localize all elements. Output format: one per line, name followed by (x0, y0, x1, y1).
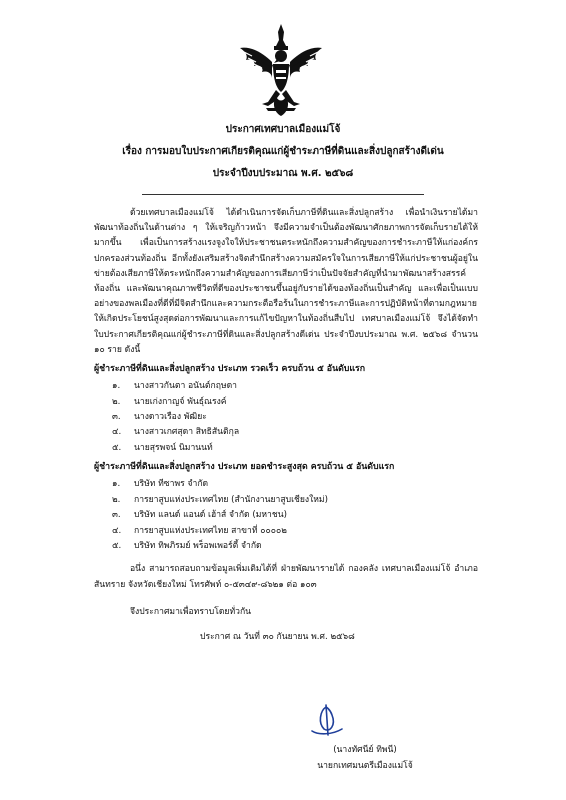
document-subject: เรื่อง การมอบใบประกาศเกียรติคุณแก่ผู้ชำระภาษีที่ดินและสิ่งปลูกสร้างดีเด่น (122, 146, 444, 157)
list-item-name: บริษัท แลนด์ แอนด์ เฮ้าส์ จำกัด (มหาชน) (134, 510, 287, 521)
list-item (112, 524, 478, 539)
intro-paragraph: ด้วยเทศบาลเมืองแม่โจ้ ได้ดำเนินการจัดเก็บภาษีที่ดินและสิ่งปลูกสร้าง เพื่อนำเงินรายได้มาพัฒนาท้องถิ่นในด้านต่าง ๆ ให้เจริญก้าวหน้า จึงมีความจำเป็นต้องพัฒนาศักยภาพการจัดเก็บรายได้ให้มากขึ้น เพื่อเป็นการสร้างแรงจูงใจให้ประชาชนตระหนักถึงความสำคัญของการชำระภาษีให้แก่องค์กรปกครองส่วนท้องถิ่น อีกทั้งยังเสริมสร้างจิตสำนึกสร้างความสมัครใจในการเสียภาษีให้แก่ประชาชนผู้อยู่ในข่ายต้องเสียภาษีให้ตระหนักถึงความสำคัญของการเสียภาษีว่าเป็นปัจจัยสำคัญที่นำมาพัฒนาสร้างสรรค์ท้องถิ่น และพัฒนาคุณภาพชีวิตที่ดีของประชาชนขึ้นอยู่กับรายได้ของท้องถิ่นเป็นสำคัญ และเพื่อเป็นแบบอย่างของพลเมืองที่ดีที่มีจิตสำนึกและความกระตือรือร้นในการชำระภาษีและการปฏิบัติหน้าที่ตามกฎหมายให้เกิดประโยชน์สูงสุดต่อการพัฒนาและการแก้ไขปัญหาในท้องถิ่นสืบไป เทศบาลเมืองแม่โจ้ จึงได้จัดทำใบประกาศเกียรติคุณแก่ผู้ชำระภาษีที่ดินและสิ่งปลูกสร้างดีเด่น ประจำปีงบประมาณ พ.ศ. ๒๕๖๘ จำนวน ๑๐ ราย ดังนี้ (94, 208, 478, 355)
section1-heading: ผู้ชำระภาษีที่ดินและสิ่งปลูกสร้าง ประเภท รวดเร็ว ครบถ้วน ๕ อันดับแรก (94, 364, 366, 375)
list-item-number: ๕. (112, 442, 122, 453)
list-item-number: ๕. (112, 540, 122, 551)
list-item (112, 508, 478, 523)
contact-paragraph: อนึ่ง สามารถสอบถามข้อมูลเพิ่มเติมได้ที่ ฝ่ายพัฒนารายได้ กองคลัง เทศบาลเมืองแม่โจ้ อำเภอสันทราย จังหวัดเชียงใหม่ โทรศัพท์ ๐-๕๓๔๙-๘๖๒๑ ต่อ ๑๐๓ (94, 564, 478, 590)
list-item-name: นายสุรพจน์ นิมานนท์ (134, 442, 213, 453)
section1-list (94, 379, 478, 456)
list-item (112, 493, 478, 508)
document-title: ประกาศเทศบาลเมืองแม่โจ้ (225, 124, 341, 135)
list-item-number: ๒. (112, 494, 121, 505)
list-item (112, 379, 478, 394)
signatory-position: นายกเทศมนตรีเมืองแม่โจ้ (317, 761, 413, 771)
section2-list (94, 477, 478, 554)
list-item (112, 441, 478, 456)
list-item-name: บริษัท ทิพภิรมย์ พร็อพเพอร์ตี้ จำกัด (134, 540, 262, 551)
list-item-number: ๑. (112, 381, 121, 392)
list-item-number: ๒. (112, 396, 121, 407)
notice-line: จึงประกาศมาเพื่อทราบโดยทั่วกัน (130, 606, 252, 617)
list-item-name: นายเก่งกาญจ์ พันธุ์ณรงค์ (134, 396, 227, 407)
list-item (112, 410, 478, 425)
section2-heading: ผู้ชำระภาษีที่ดินและสิ่งปลูกสร้าง ประเภท ยอดชำระสูงสุด ครบถ้วน ๕ อันดับแรก (94, 462, 395, 473)
list-item (112, 395, 478, 410)
title-divider (142, 194, 424, 195)
list-item-name: นางสาวเกศสุดา สิทธิสันติกุล (134, 427, 240, 438)
list-item (112, 477, 478, 492)
list-item-name: นางสาวกันตา อนันต์กฤษดา (134, 381, 237, 392)
signatory-name: (นางทัศนีย์ ทิพนี) (333, 745, 397, 755)
date-line: ประกาศ ณ วันที่ ๓๐ กันยายน พ.ศ. ๒๕๖๘ (200, 631, 355, 642)
list-item-name: การยาสูบแห่งประเทศไทย (สำนักงานยาสูบเชียงใหม่) (134, 494, 328, 505)
list-item-name: การยาสูบแห่งประเทศไทย สาขาที่ ๐๐๐๐๒ (134, 525, 287, 536)
list-item-number: ๔. (112, 427, 122, 438)
garuda-emblem-icon (238, 22, 324, 118)
list-item-number: ๑. (112, 479, 121, 490)
list-item-number: ๓. (112, 510, 121, 521)
fiscal-year: ประจำปีงบประมาณ พ.ศ. ๒๕๖๘ (212, 168, 354, 179)
list-item-number: ๓. (112, 412, 121, 423)
document-body (94, 206, 478, 645)
list-item-name: บริษัท ทีซาพร จำกัด (134, 479, 209, 490)
list-item-name: นางดาวเรือง พัฒิยะ (134, 412, 207, 423)
list-item-number: ๔. (112, 525, 122, 536)
handwritten-signature (306, 701, 346, 739)
list-item (112, 425, 478, 440)
list-item (112, 539, 478, 554)
signatory-block (280, 742, 450, 774)
